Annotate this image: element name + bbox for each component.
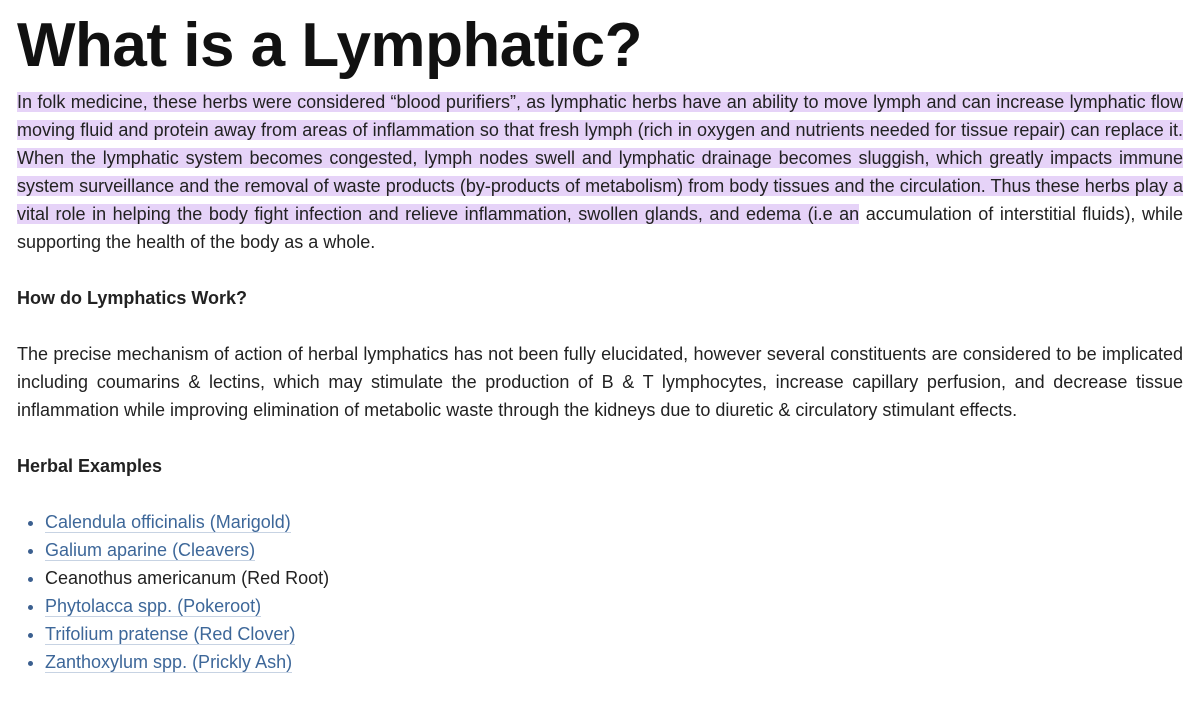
section-heading-how: How do Lymphatics Work?	[17, 288, 248, 308]
section-heading-examples: Herbal Examples	[17, 456, 163, 476]
intro-rest-text: accumulation of interstitial fluids), while supporting the health of the body as a whole.	[17, 204, 1183, 252]
herb-text-ceanothus: Ceanothus americanum (Red Root)	[45, 568, 330, 588]
list-item	[45, 620, 1183, 648]
list-item	[45, 648, 1183, 676]
herb-link-galium[interactable]: Galium aparine (Cleavers)	[45, 540, 256, 560]
list-item	[45, 508, 1183, 536]
herb-link-calendula[interactable]: Calendula officinalis (Marigold)	[45, 512, 291, 532]
herb-list	[17, 508, 1183, 676]
highlighted-text[interactable]: In folk medicine, these herbs were considered “blood purifiers”, as lymphatic herbs have an ability to move lymph and can increase lymphatic flow moving fluid and protein away from areas of inflammation so that fresh lymph (rich in oxygen and nutrients needed for tissue repair) can replace it. When the lymphatic system becomes congested, lymph nodes swell and lymphatic drainage becomes sluggish, which greatly impacts immune system surveillance and the removal of waste products (by-products of metabolism) from body tissues and the circulation. Thus these herbs play a vital role in helping the body fight infection and relieve inflammation, swollen glands, and edema (i.e an	[17, 92, 1183, 224]
list-item	[45, 564, 1183, 592]
herb-link-phytolacca[interactable]: Phytolacca spp. (Pokeroot)	[45, 596, 262, 616]
list-item	[45, 536, 1183, 564]
list-item	[45, 592, 1183, 620]
how-paragraph: The precise mechanism of action of herbal lymphatics has not been fully elucidated, however several constituents are considered to be implicated including coumarins & lectins, which may stimulate the production of B & T lymphocytes, increase capillary perfusion, and decrease tissue inflammation while improving elimination of metabolic waste through the kidneys due to diuretic & circulatory stimulant effects.	[17, 344, 1183, 420]
intro-paragraph	[17, 88, 1183, 256]
herb-link-zanthoxylum[interactable]: Zanthoxylum spp. (Prickly Ash)	[45, 652, 293, 672]
herb-link-trifolium[interactable]: Trifolium pratense (Red Clover)	[45, 624, 296, 644]
page-title: What is a Lymphatic?	[17, 11, 643, 80]
